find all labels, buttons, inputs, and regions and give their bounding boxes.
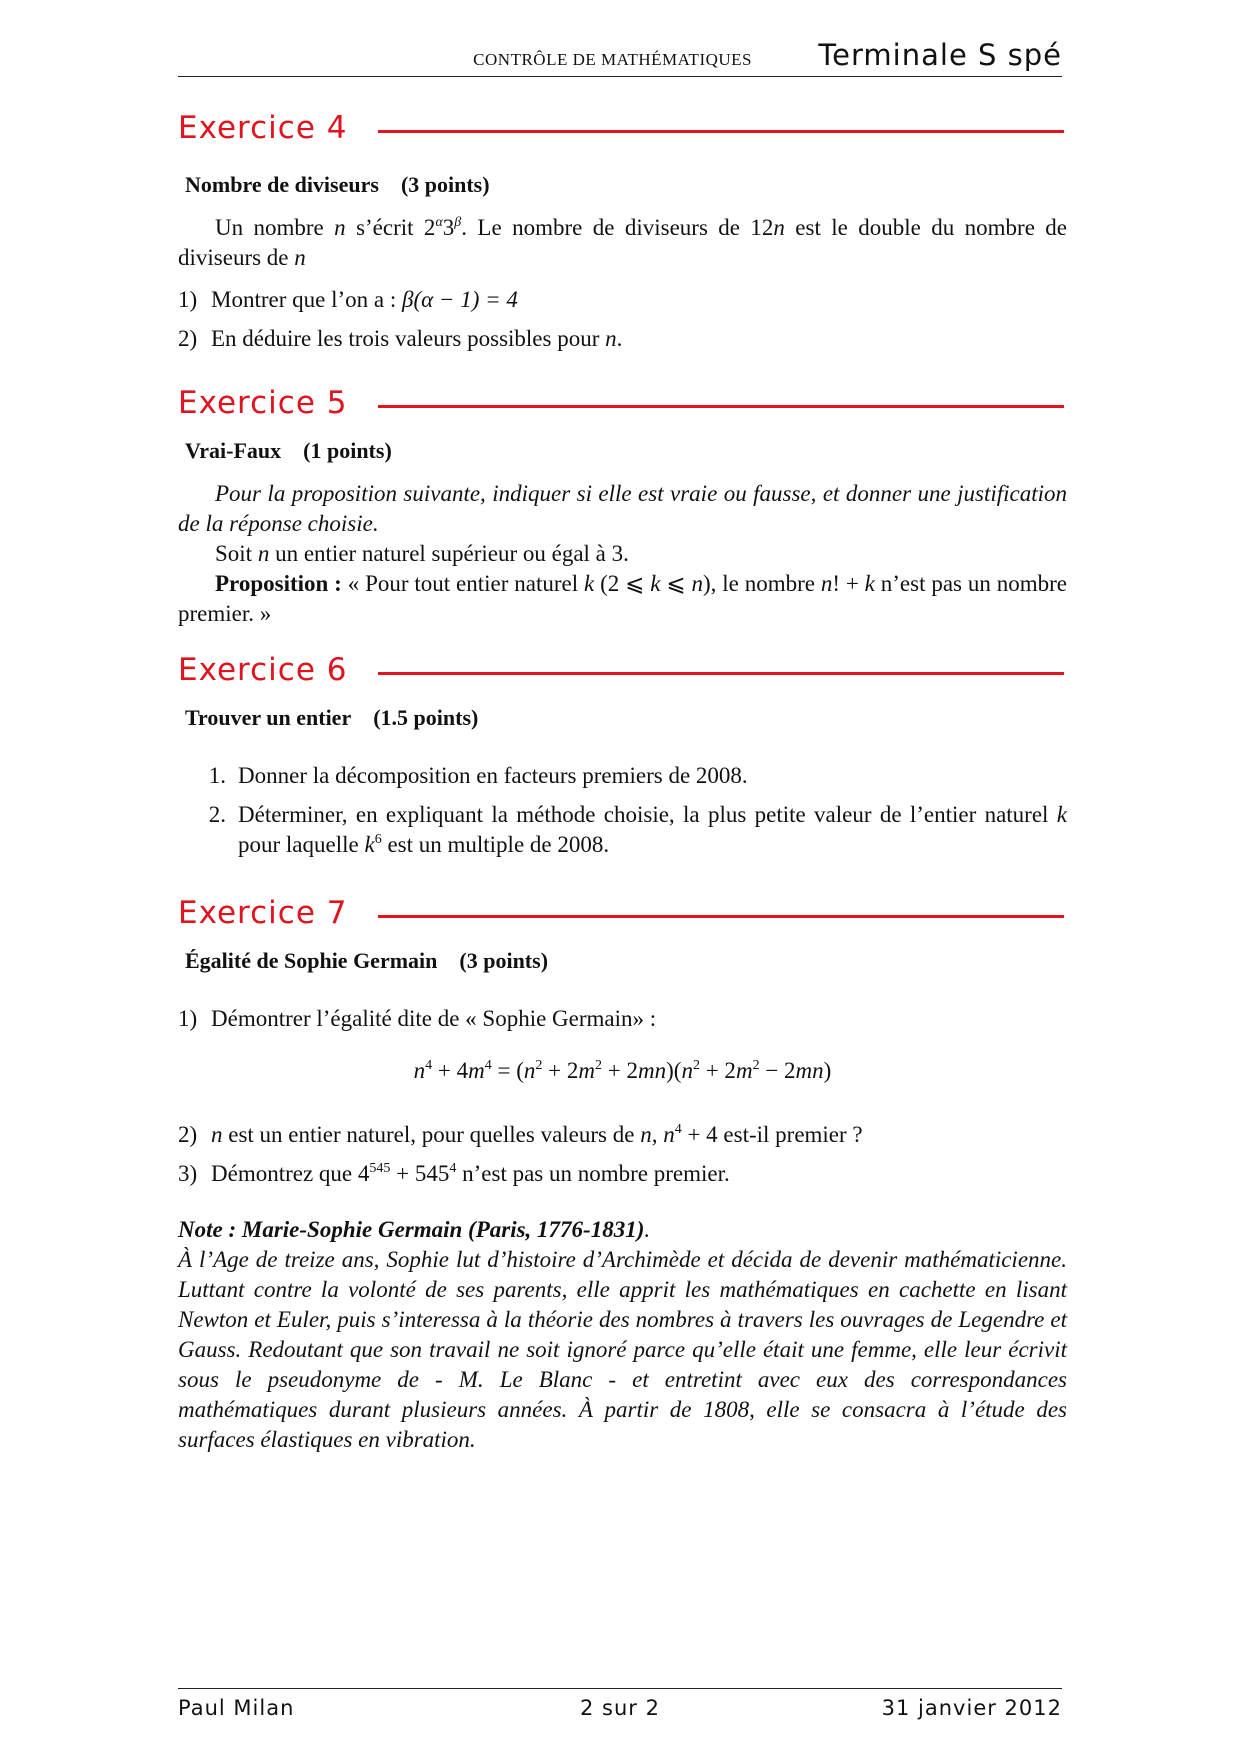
exercise-4-question-2: 2) En déduire les trois valeurs possibles pour n. bbox=[178, 326, 623, 351]
exercise-4-question-1: 1) Montrer que l’on a : β(α − 1) = 4 bbox=[178, 287, 518, 312]
exercise-6-points: (1.5 points) bbox=[373, 705, 479, 730]
exercise-4-subtitle-text: Nombre de diviseurs bbox=[185, 172, 379, 197]
exercise-7-points: (3 points) bbox=[459, 948, 549, 973]
page-footer-rule bbox=[178, 1688, 1062, 1691]
exercise-7-rule bbox=[378, 915, 1064, 918]
exercise-6-question-1: 1. Donner la décomposition en facteurs premiers de 2008. bbox=[208, 763, 748, 788]
exercise-6-question-2: 2. Déterminer, en expliquant la méthode choisie, la plus petite valeur de l’entier naturel k pour laquelle $k^6$ est un multiple de 2008. bbox=[208, 802, 1067, 857]
header-class: Terminale S spé bbox=[818, 38, 1062, 72]
exercise-4-points: (3 points) bbox=[400, 172, 490, 197]
page-header bbox=[178, 40, 1062, 77]
exercise-7-heading bbox=[178, 895, 1064, 935]
exercise-6-subtitle bbox=[185, 705, 478, 731]
exercise-7-title: Exercice 7 bbox=[178, 895, 348, 931]
footer-date: 31 janvier 2012 bbox=[881, 1696, 1062, 1720]
exercise-4-intro: Un nombre n s’écrit $2^\alpha 3^\beta$. Le nombre de diviseurs de 12n est le double du nombre de diviseurs de n bbox=[178, 215, 1068, 270]
exercise-5-rule bbox=[378, 405, 1064, 408]
exercise-4-heading bbox=[178, 110, 1064, 150]
note-title: Note : Marie-Sophie Germain (Paris, 1776-1831) bbox=[178, 1217, 645, 1242]
exercise-7-note: Note : Marie-Sophie Germain (Paris, 1776-1831). À l’Age de treize ans, Sophie lut d’histoire d’Archimède et décida de devenir mathématicienne. Luttant contre la volonté de ses parents, elle apprit les mathématiques en cachette en lisant Newton et Euler, puis s’interessa à la théorie des nombres à travers les ouvrages de Legendre et Gauss. Redoutant que son travail ne soit ignoré parce qu’elle était une femme, elle leur écrivit sous le pseudonyme de - M. Le Blanc - et entretint avec eux des correspondances mathématiques durant plusieurs années. À partir de 1808, elle se consacra à l’étude des surfaces élastiques en vibration. bbox=[178, 1217, 1067, 1452]
exercise-7-subtitle-text: Égalité de Sophie Germain bbox=[185, 948, 438, 973]
exercise-5-heading bbox=[178, 385, 1064, 425]
exercise-5-instruction: Pour la proposition suivante, indiquer si elle est vraie ou fausse, et donner une justification de la réponse choisie. bbox=[178, 481, 1067, 536]
exercise-5-soit: Soit n un entier naturel supérieur ou égal à 3. bbox=[215, 541, 629, 566]
exercise-7-subtitle bbox=[185, 948, 548, 974]
exercise-6-rule bbox=[378, 672, 1064, 675]
exercise-6-title: Exercice 6 bbox=[178, 652, 348, 688]
exercise-5-title: Exercice 5 bbox=[178, 385, 348, 421]
sophie-germain-formula: $n^4 + 4m^4 = (n^2 + 2m^2 + 2mn)(n^2 + 2m^2 - 2mn)$ bbox=[413, 1058, 832, 1083]
exercise-6-subtitle-text: Trouver un entier bbox=[185, 705, 352, 730]
exercise-5-proposition: Proposition : « Pour tout entier naturel k (2 ⩽ k ⩽ n), le nombre n! + k n’est pas un nombre premier. » bbox=[178, 571, 1067, 626]
exercise-4-rule bbox=[378, 130, 1064, 133]
footer-author: Paul Milan bbox=[178, 1696, 295, 1720]
exercise-5-subtitle-text: Vrai-Faux bbox=[185, 438, 282, 463]
header-title: CONTRÔLE DE MATHÉMATIQUES bbox=[473, 50, 752, 69]
exercise-4-title: Exercice 4 bbox=[178, 110, 348, 146]
footer-page-number: 2 sur 2 bbox=[580, 1696, 660, 1720]
exercise-5-subtitle bbox=[185, 438, 392, 464]
exercise-6-heading bbox=[178, 652, 1064, 692]
exercise-5-points: (1 points) bbox=[303, 438, 392, 463]
note-body: À l’Age de treize ans, Sophie lut d’histoire d’Archimède et décida de devenir mathématicienne. Luttant contre la volonté de ses parents, elle apprit les mathématiques en cachette en lisant Newton et Euler, puis s’interessa à la théorie des nombres à travers les ouvrages de Legendre et Gauss. Redoutant que son travail ne soit ignoré parce qu’elle était une femme, elle leur écrivit sous le pseudonyme de - M. Le Blanc - et entretint avec eux des correspondances mathématiques durant plusieurs années. À partir de 1808, elle se consacra à l’étude des surfaces élastiques en vibration. bbox=[178, 1247, 1067, 1452]
exercise-7-question-2: 2) n est un entier naturel, pour quelles valeurs de n, $n^4 + 4$ est-il premier ? bbox=[178, 1122, 863, 1147]
exercise-7-question-1: 1) Démontrer l’égalité dite de « Sophie Germain» : bbox=[178, 1006, 657, 1031]
exercise-7-question-3: 3) Démontrez que $4^{545} + 545^4$ n’est pas un nombre premier. bbox=[178, 1161, 730, 1186]
exercise-4-subtitle bbox=[185, 172, 490, 198]
